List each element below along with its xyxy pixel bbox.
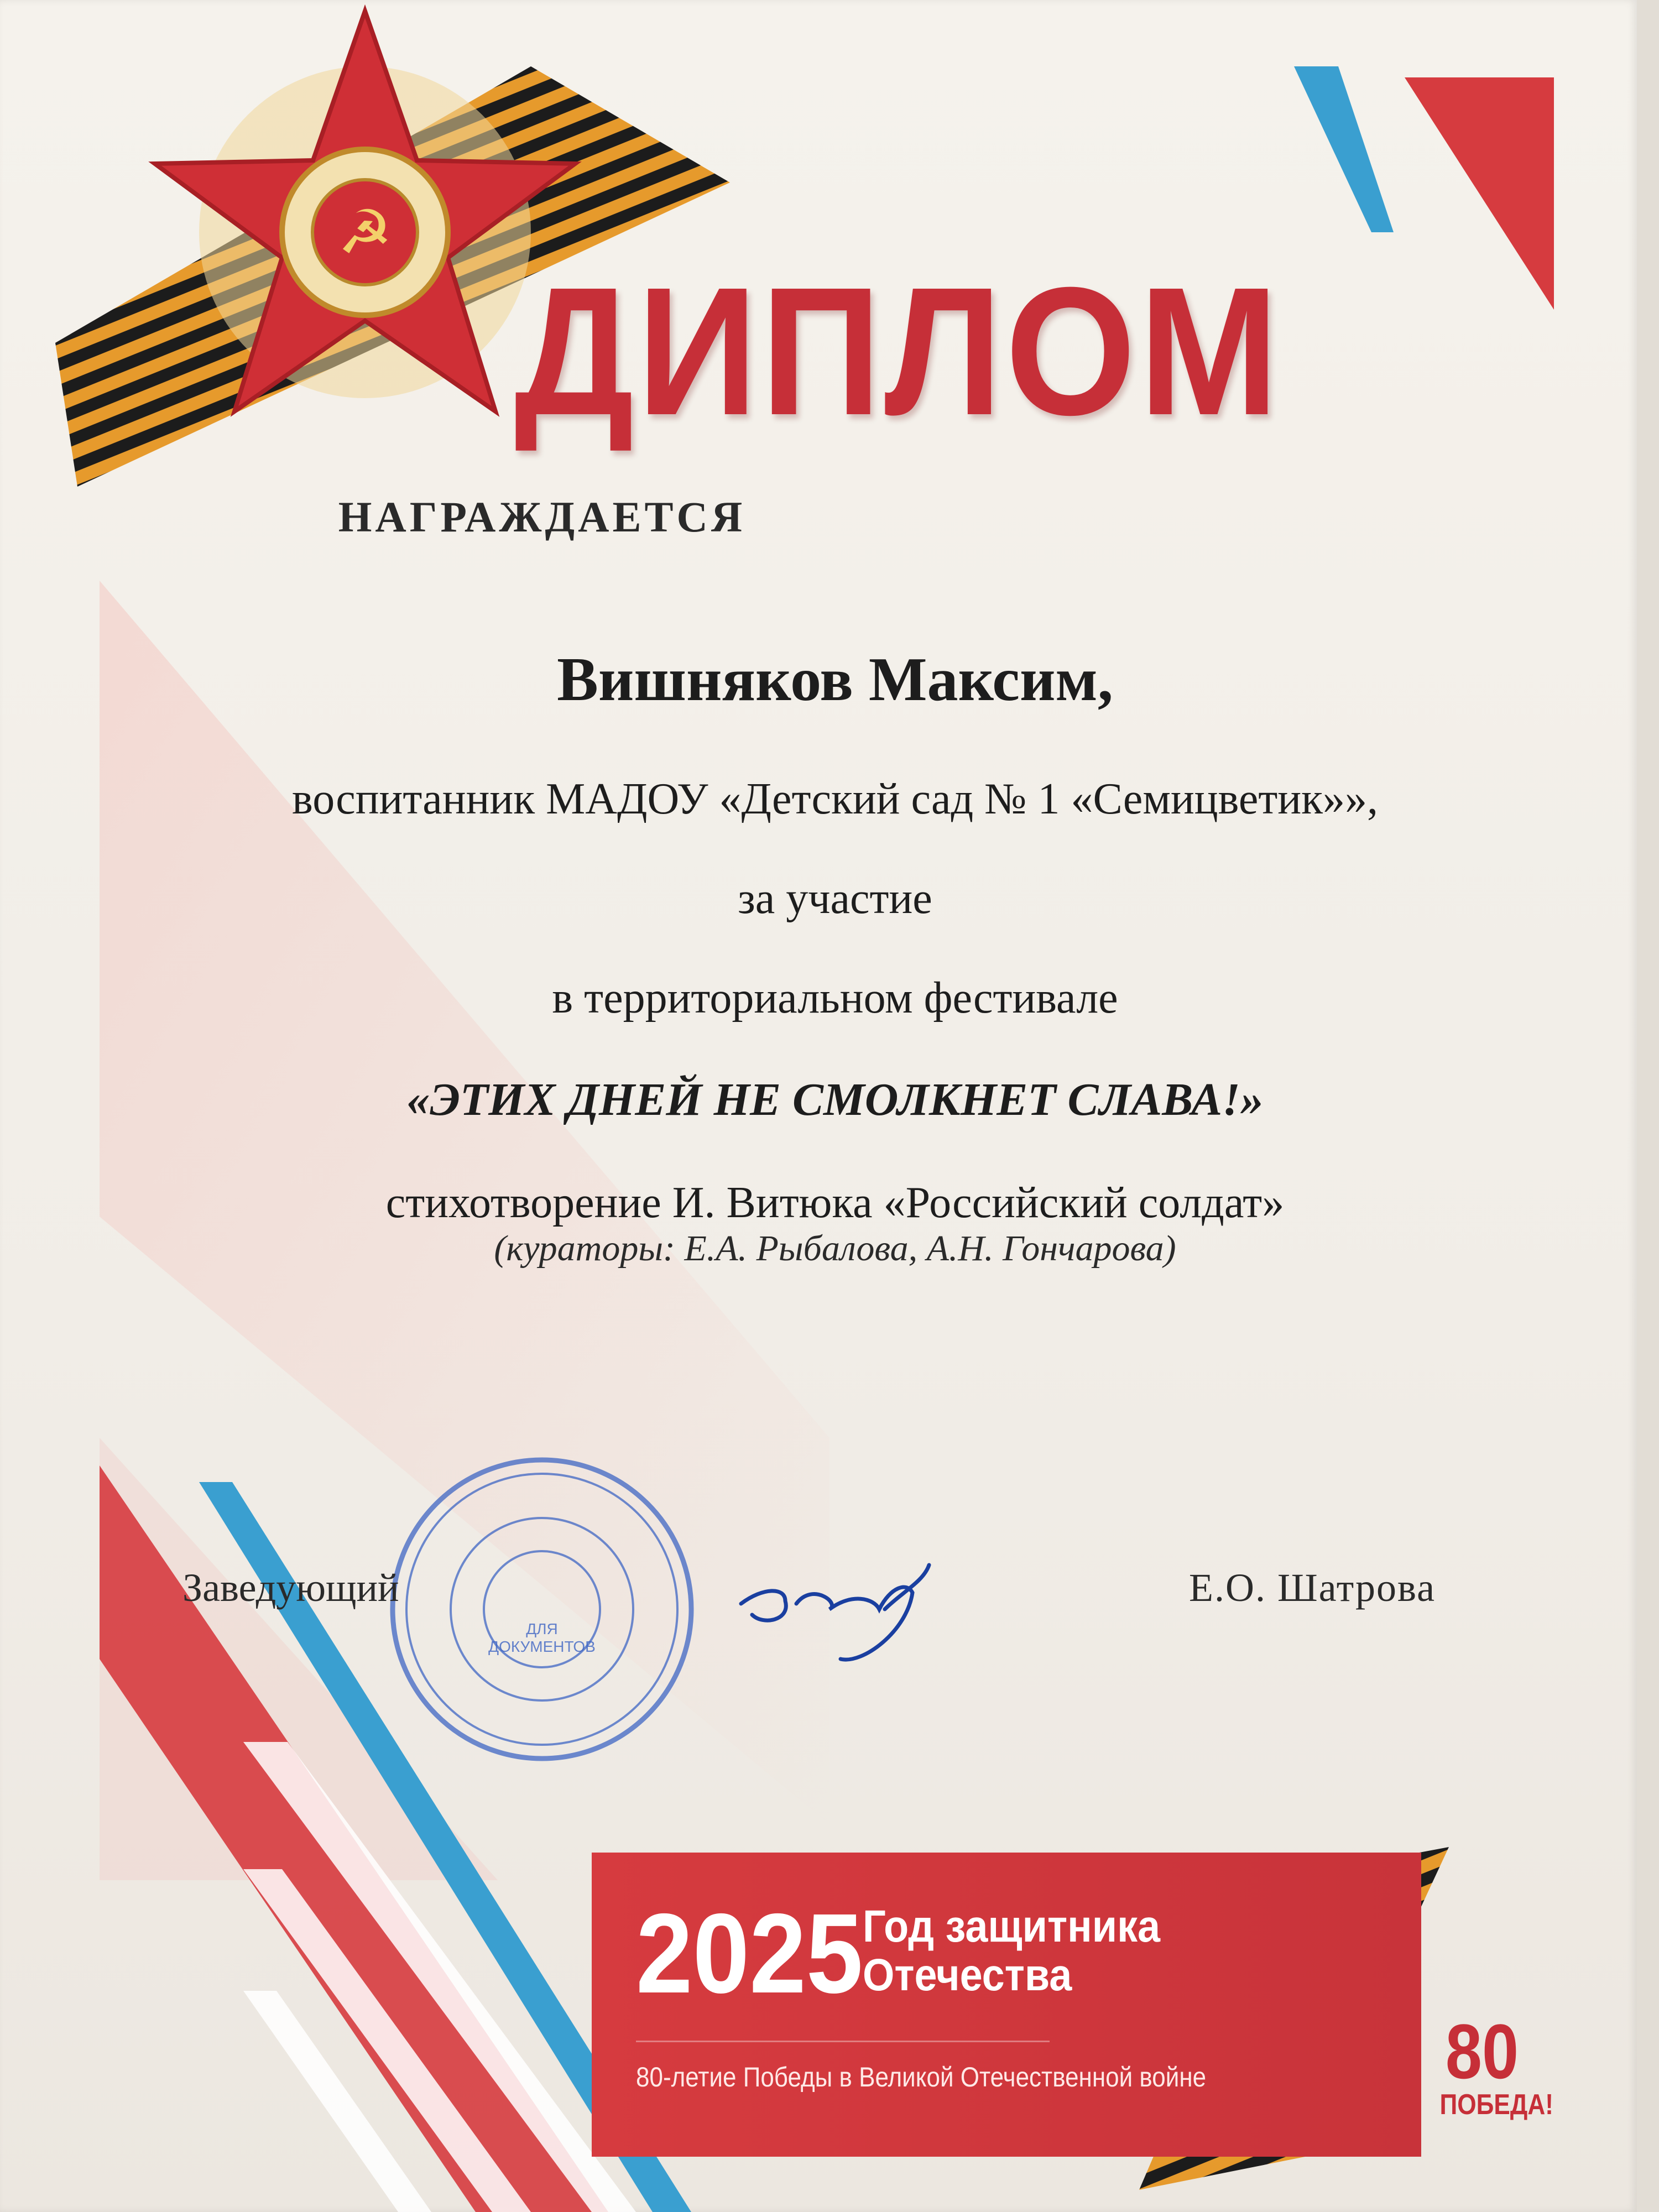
festival-intro-line: в территориальном фестивале xyxy=(552,974,1118,1022)
victory-80-logo xyxy=(1432,2008,1554,2121)
blue-stripe-top xyxy=(1294,66,1394,232)
svg-text:☭: ☭ xyxy=(337,197,393,268)
signer-name: Е.О. Шатрова xyxy=(1189,1566,1436,1610)
stamp-center-text: ДЛЯ ДОКУМЕНТОВ xyxy=(488,1620,596,1655)
signer-role: Заведующий xyxy=(182,1566,399,1610)
recipient-name: Вишняков Максим, xyxy=(557,645,1113,714)
festival-name: «ЭТИХ ДНЕЙ НЕ СМОЛКНЕТ СЛАВА!» xyxy=(406,1074,1264,1125)
diploma-title: ДИПЛОМ xyxy=(514,249,1282,453)
victory-word: ПОБЕДА! xyxy=(1439,2089,1554,2121)
banner-subtitle: 80-летие Победы в Великой Отечественной войне xyxy=(636,2041,1050,2093)
institution-line: воспитанник МАДОУ «Детский сад № 1 «Семицветик»», xyxy=(291,775,1379,823)
banner-title: Год защитника Отечества xyxy=(863,1901,1161,2000)
poem-line: стихотворение И. Витюка «Российский солдат» xyxy=(385,1178,1285,1227)
red-corner-top xyxy=(1405,77,1554,310)
banner-year: 2025 xyxy=(636,1890,863,2017)
victory-number: 80 xyxy=(1445,2008,1519,2095)
year-banner xyxy=(592,1853,1421,2157)
participation-line: за участие xyxy=(738,874,932,923)
awarded-label: НАГРАЖДАЕТСЯ xyxy=(338,493,746,541)
curators-line: (кураторы: Е.А. Рыбалова, А.Н. Гончарова) xyxy=(494,1228,1176,1269)
